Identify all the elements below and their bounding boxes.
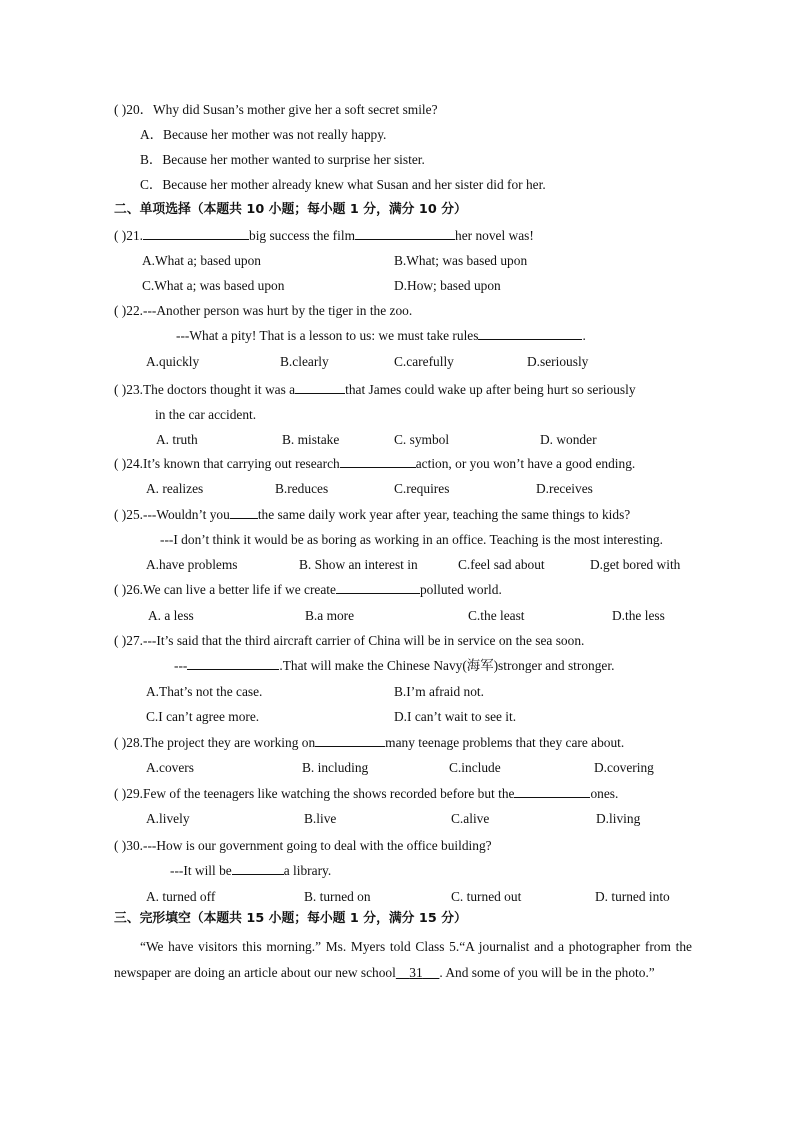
option-d: D.the less [612,608,665,623]
option-d: D.seriously [527,354,589,369]
question-text: the same daily work year after year, teaching the same things to kids? [257,507,631,522]
question-text: .That will make the Chinese Navy(海军)stronger and stronger. [279,658,615,673]
option-b: B.What; was based upon [394,253,528,268]
question-25-line2: ---I don’t think it would be as boring as working in an office. Teaching is the most interesting. [160,532,663,547]
option-b: B.live [304,811,337,826]
question-text: that James could wake up after being hurt so seriously [345,382,636,397]
question-27-stem: ( )27.---It’s said that the third aircraft carrier of China will be in service on the sea soon. [114,633,585,648]
option-c: C. turned out [451,889,522,904]
question-22-line2 [176,327,586,345]
option-d: D.covering [594,760,654,775]
question-text: ---It will be [170,863,232,878]
question-29-stem [114,785,618,803]
cloze-blank-31 [396,965,440,980]
option-c: C．Because her mother already knew what Susan and her sister did for her. [140,177,546,192]
answer-blank [187,657,279,670]
blank-number: 31 [409,964,423,980]
question-text: ---What a pity! That is a lesson to us: we must take rules [176,328,479,343]
option-a: A. turned off [146,889,216,904]
answer-blank [230,506,258,519]
question-21-stem [114,227,534,245]
option-d: D.I can’t wait to see it. [394,709,517,724]
answer-blank [295,381,345,394]
option-b: B.a more [305,608,355,623]
question-text: ( )26.We can live a better life if we create [114,582,336,597]
option-d: D.get bored with [590,557,681,572]
question-text: a library. [283,863,332,878]
paragraph-text: . And some of you will be in the photo.” [439,964,655,980]
question-30-line2 [170,862,331,880]
question-28-stem [114,734,624,752]
question-text: her novel was! [455,228,534,243]
question-30-stem: ( )30.---How is our government going to deal with the office building? [114,838,492,853]
question-22-stem: ( )22.---Another person was hurt by the tiger in the zoo. [114,303,413,318]
question-text: polluted world. [419,582,502,597]
option-d: D.living [596,811,641,826]
option-a: A.That’s not the case. [146,684,263,699]
option-a: A. truth [156,432,198,447]
question-20-stem: ( )20．Why did Susan’s mother give her a soft secret smile? [114,102,438,117]
option-c: C.requires [394,481,450,496]
question-24-stem [114,455,635,473]
question-text: . [582,328,586,343]
option-a: A．Because her mother was not really happy. [140,127,387,142]
question-text: many teenage problems that they care about. [385,735,625,750]
option-a: A.covers [146,760,194,775]
section-heading: 三、完形填空（本题共 15 小题；每小题 1 分，满分 15 分） [114,911,467,926]
answer-blank [340,455,416,468]
answer-blank [478,327,582,340]
option-c: C. symbol [394,432,450,447]
option-b: B.clearly [280,354,329,369]
option-a: A.What a; based upon [142,253,261,268]
answer-blank [143,227,249,240]
question-text: ( )25.---Wouldn’t you [114,507,230,522]
option-b: B. including [302,760,369,775]
option-c: C.include [449,760,501,775]
option-b: B.reduces [275,481,329,496]
option-c: C.carefully [394,354,454,369]
question-text: ( )24.It’s known that carrying out research [114,456,340,471]
option-a: A.quickly [146,354,200,369]
option-a: A. a less [148,608,194,623]
option-c: C.feel sad about [458,557,545,572]
question-text: ( )21. [114,228,144,243]
question-text: ones. [590,786,619,801]
option-d: D.How; based upon [394,278,501,293]
question-text: action, or you won’t have a good ending. [415,456,636,471]
option-b: B. turned on [304,889,371,904]
question-27-line2 [174,657,614,675]
option-d: D. wonder [540,432,597,447]
answer-blank [336,581,420,594]
option-c: C.What a; was based upon [142,278,285,293]
paragraph-text: “We have visitors this morning.” Ms. Myers told Class 5.“A journalist and a photographer from the newspaper are doing an article about our new school [114,939,692,980]
option-a: A.lively [146,811,190,826]
answer-blank [315,734,385,747]
question-text: ( )28.The project they are working on [114,735,316,750]
answer-blank [355,227,455,240]
question-text: ( )29.Few of the teenagers like watching the shows recorded before but the [114,786,515,801]
option-c: C.the least [468,608,525,623]
question-text: --- [174,658,188,673]
question-text: ( )23.The doctors thought it was a [114,382,296,397]
option-b: B.I’m afraid not. [394,684,484,699]
option-c: C.alive [451,811,490,826]
option-a: A. realizes [146,481,204,496]
option-d: D. turned into [595,889,670,904]
option-b: B．Because her mother wanted to surprise her sister. [140,152,425,167]
question-23-stem [114,381,636,399]
answer-blank [514,785,590,798]
option-b: B. Show an interest in [299,557,418,572]
option-a: A.have problems [146,557,238,572]
section-heading: 二、单项选择（本题共 10 小题；每小题 1 分，满分 10 分） [114,202,467,217]
cloze-paragraph [114,934,692,985]
question-25-stem [114,506,630,524]
question-text: big success the film [249,228,356,243]
option-c: C.I can’t agree more. [146,709,260,724]
question-26-stem [114,581,502,599]
option-b: B. mistake [282,432,340,447]
answer-blank [232,862,284,875]
option-d: D.receives [536,481,593,496]
question-23-line2: in the car accident. [155,407,257,422]
